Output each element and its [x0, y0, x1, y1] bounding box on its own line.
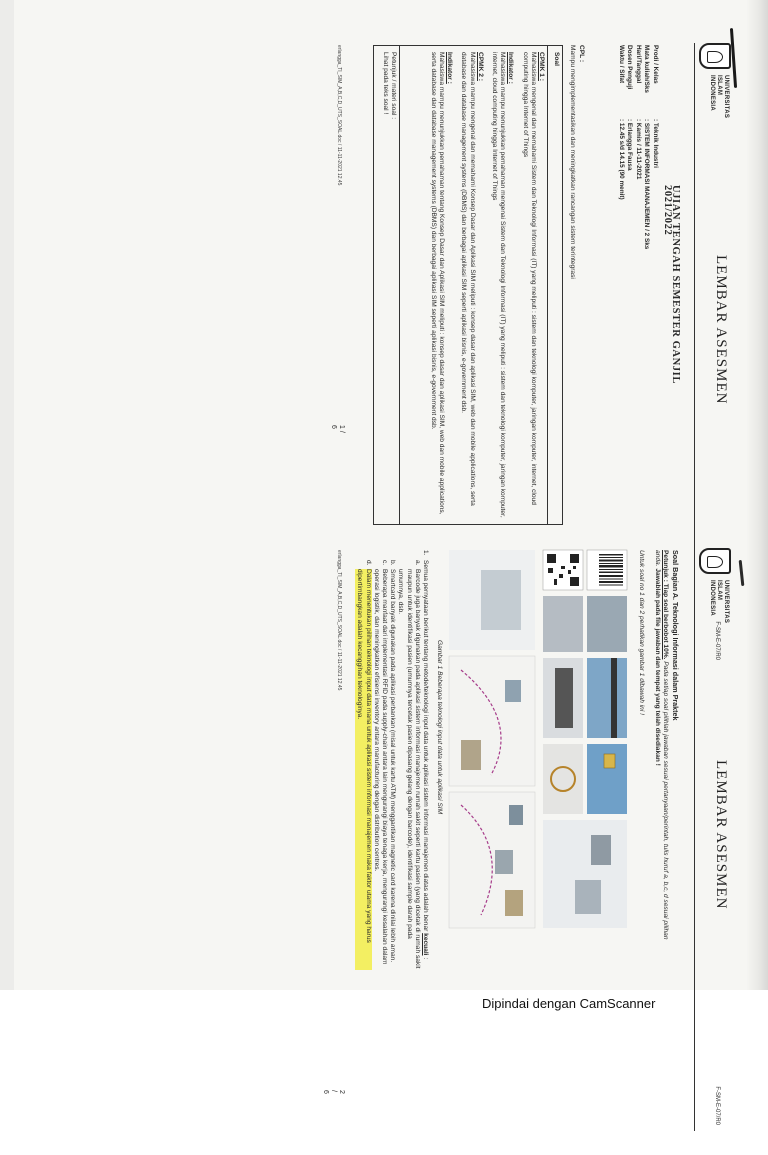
magnetic-stripe — [611, 658, 617, 738]
form-code: F-SM-E-07/R0 — [714, 621, 720, 660]
cpmk-block: CPMK 2 : Mahasiswa mampu mengenal dan memahami Konsep Dasar dan Aplikasi SIM meliputi : konsep dasar dan aplikasi SIM, web dan mobile applications, serta database dan database management systems (DBMS) dan berbagai aplikasi SIM seperti aplikasi bisnis, e-government dsb. — [460, 52, 484, 506]
exam-title: UJIAN TENGAH SEMESTER GANJIL 2021/2022 — [661, 185, 681, 384]
header-title: LEMBAR ASESMEN — [713, 255, 729, 405]
camscanner-watermark: Dipindai dengan CamScanner — [482, 996, 656, 1011]
header-divider — [694, 548, 695, 1131]
indicator-block: Indikator : Mahasiswa mampu menunjukkan pemahaman tentang Konsep Dasar dan Aplikasi SIM meliputi : konsep dasar dan aplikasi SIM, web dan mobile applications, serta database dan database management systems (DBMS) dan berbagai aplikasi SIM seperti aplikasi bisnis, e-government dsb. — [429, 52, 454, 515]
scan-edge — [0, 0, 14, 990]
answer-option-c: c. Beberapa manfaat dari implementasi RFID pada supply-chain antara lain mengurangi biaya tenaga kerja, mengurangi kesalahan dalam operasi logistik, dan meningkatkan efisiensi inventory antara manufacturing dengan distribution centres. — [372, 560, 388, 965]
page-header — [687, 530, 735, 1155]
footer-filename: erlangga_TI_SIM_A,B,C,D_UTS_SOAL.doc / 11-11-2021 12.45 — [336, 550, 342, 691]
pen-mark — [739, 560, 745, 586]
exam-meta — [616, 45, 659, 249]
question-text: Semua pernyataan berikut tentang metode/teknologi input data untuk aplikasi sistem informasi manajemen diatas adalah benar kecuali : — [422, 560, 429, 960]
highlighted-text: Dalam menentukan pilihan teknologi input data mana untuk aplikasi sistem informasi manajemen maka faktor utama yang harus dipertimbangkan adalah kecanggihan teknologinya. — [355, 569, 371, 970]
meta-row: Dosen Penguji : Erlangga Fausa — [626, 45, 634, 171]
cpmk-block: CPMK 1 : Mahasiswa mengenal dan memahami Sistem dan Teknologi Informasi (IT) yang meliputi : sistem dan teknologi komputer, jaringan komputer, internet, cloud computing hingga Internet of Things — [521, 52, 545, 505]
answer-option-d: d. Dalam menentukan pilihan teknologi input data mana untuk aplikasi sistem informasi manajemen maka faktor utama yang harus dipertimbangkan adalah kecanggihan teknologinya. — [355, 560, 371, 970]
form-code: F-SM-E-07/R0 — [714, 1086, 720, 1125]
petunjuk-block: Petunjuk / materi soal : Lihat pada teks soal ! — [374, 46, 400, 524]
page-number: 1 / 6 — [329, 425, 345, 433]
answer-option-b: b. Smartcard banyak digunakan pada aplikasi perbankan (misal untuk kartu ATM) menggantikan magnetic card karena dinilai lebih aman. — [389, 560, 397, 963]
soal-table — [373, 45, 563, 525]
page-shadow — [746, 0, 768, 990]
page-number: 2 / 6 — [321, 1090, 345, 1094]
university-logo-icon — [699, 548, 731, 574]
university-name: UNIVERSITAS ISLAM INDONESIA — [709, 75, 729, 119]
hand-scanner-photo — [543, 596, 583, 652]
card-reader-slot — [555, 668, 573, 728]
meta-row: Prodi / Kelas : Teknik Industri — [652, 45, 659, 168]
figure-note: Untuk soal no 1 dan 2 perhatikan gambar 1 dibawah ini ! — [638, 550, 645, 715]
figure-caption: Gambar 1 Beberapa teknologi input data untuk aplikasi SIM — [436, 640, 443, 815]
meta-row: Waktu / Sifat : 12.45 s/d 14.15 (90 menit) — [617, 45, 625, 200]
rfid-photo — [543, 744, 583, 814]
soal-body — [421, 46, 547, 524]
section-heading: Soal Bagian A. Teknologi Informasi dalam Praktek — [671, 550, 680, 721]
question-number: 1. — [422, 550, 429, 556]
question-1 — [355, 550, 429, 970]
cpl-heading: CPL : — [578, 45, 585, 63]
instructions: Petunjuk : Tiap soal berbobot 10%. Pada setiap soal pilihlah jawaban sesuai pertanyaan/perintah, tulis huruf a, b,c, d sesuai pilihan anda. Jawablah pada file jawaban dan tempat yang telah disediakan ! — [653, 550, 669, 940]
indicator-block: Indikator : Mahasiswa mampu menunjukkan pemahaman mengenai Sistem dan Teknologi Informasi (IT) yang meliputi : sistem dan teknologi komputer, jaringan komputer, internet, cloud computing hingga Internet of Things — [490, 52, 515, 518]
meta-row: Mata kuliah/Sks : SISTEM INFORMASI MANAJEMEN / 2 Sks — [643, 45, 651, 250]
smartcard-chip-icon — [604, 754, 615, 768]
footer-filename: erlangga_TI_SIM_A,B,C,D_UTS_SOAL.doc / 11-11-2021 12.45 — [336, 45, 342, 186]
answer-option-a: a. Barcode juga banyak digunakan pada aplikasi sistem informasi manajemen rumah sakit seperti kartu pasien (yang dicetak di rumah sakit maupun untuk identifikasi pasien (umumnya tercetak pasien dipasang gelang dengan barcode), identifikasi sample darah pada umumnya, dsb. — [397, 560, 421, 969]
magnetic-card-photo — [587, 658, 627, 738]
scanner-photo — [587, 596, 627, 652]
university-name: UNIVERSITAS ISLAM INDONESIA — [709, 580, 729, 624]
figure-illustrations — [445, 550, 631, 930]
cpl-text: Mampu mengimplementasikan dan meningkatkan rancangan sistem terintegrasi — [569, 45, 576, 279]
header-title: LEMBAR ASESMEN — [713, 760, 729, 910]
soal-heading: Soal — [547, 46, 562, 524]
university-logo-icon — [699, 43, 731, 69]
input-technology-figure — [445, 550, 631, 930]
meta-row: Hari/Tanggal : Kamis / 11-11-2021 — [634, 45, 642, 180]
